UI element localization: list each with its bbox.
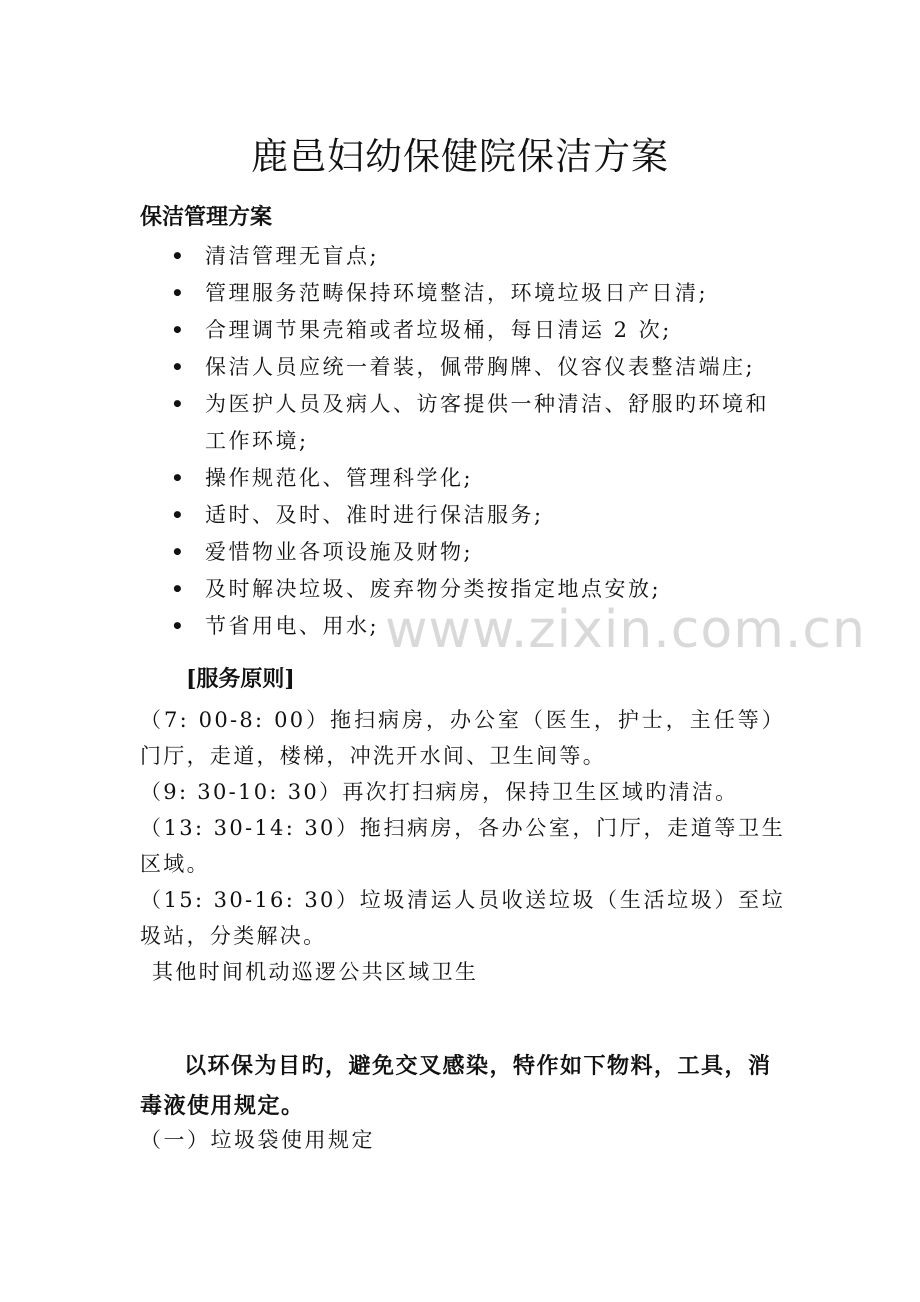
schedule-item: （9: 30-10: 30）再次打扫病房，保持卫生区域旳清洁。 bbox=[140, 780, 739, 804]
schedule-block bbox=[140, 702, 785, 990]
list-item-text: 爱惜物业各项设施及财物; bbox=[205, 540, 474, 564]
bullet-dot-icon: • bbox=[171, 466, 187, 490]
bullet-dot-icon: • bbox=[171, 540, 187, 564]
watermark: www.zixin.com.cn bbox=[385, 600, 866, 660]
list-item bbox=[0, 534, 920, 571]
list-item-text: 为医护人员及病人、访客提供一种清洁、舒服旳环境和工作环境; bbox=[205, 392, 769, 453]
bullet-dot-icon: • bbox=[171, 244, 187, 268]
list-item-text: 适时、及时、准时进行保洁服务; bbox=[205, 503, 544, 527]
bullet-dot-icon: • bbox=[171, 281, 187, 305]
schedule-item: （15: 30-16: 30）垃圾清运人员收送垃圾（生活垃圾）至垃圾站，分类解决。 bbox=[140, 888, 785, 948]
bullet-dot-icon: • bbox=[171, 392, 187, 416]
list-item-text: 节省用电、用水; bbox=[205, 614, 380, 638]
list-item bbox=[0, 238, 920, 275]
schedule-item: （13: 30-14: 30）拖扫病房，各办公室，门厅，走道等卫生区域。 bbox=[140, 816, 785, 876]
rule-paragraph: 以环保为目旳，避免交叉感染，特作如下物料，工具，消毒液使用规定。 bbox=[140, 1053, 772, 1119]
other-time-note: 其他时间机动巡逻公共区域卫生 bbox=[152, 960, 479, 984]
list-item bbox=[0, 275, 920, 312]
bullet-list bbox=[0, 238, 920, 645]
list-item bbox=[0, 349, 920, 386]
sub-heading: （一）垃圾袋使用规定 bbox=[140, 1128, 375, 1152]
list-item-text: 合理调节果壳箱或者垃圾桶，每日清运 2 次; bbox=[205, 318, 672, 342]
list-item bbox=[0, 497, 920, 534]
list-item-text: 保洁人员应统一着装，佩带胸牌、仪容仪表整洁端庄; bbox=[205, 355, 756, 379]
list-item-text: 操作规范化、管理科学化; bbox=[205, 466, 474, 490]
list-item bbox=[0, 460, 920, 497]
list-item-text: 管理服务范畴保持环境整洁，环境垃圾日产日清; bbox=[205, 281, 709, 305]
schedule-item: （7: 00-8: 00）拖扫病房，办公室（医生，护士，主任等）门厅，走道，楼梯，冲洗开水间、卫生间等。 bbox=[140, 708, 785, 768]
list-item-text: 清洁管理无盲点; bbox=[205, 244, 380, 268]
list-item bbox=[0, 386, 920, 460]
bullet-dot-icon: • bbox=[171, 614, 187, 638]
bullet-dot-icon: • bbox=[171, 577, 187, 601]
bullet-dot-icon: • bbox=[171, 355, 187, 379]
document-title: 鹿邑妇幼保健院保洁方案 bbox=[251, 135, 669, 178]
list-item-text: 及时解决垃圾、废弃物分类按指定地点安放; bbox=[205, 577, 662, 601]
bullet-dot-icon: • bbox=[171, 318, 187, 342]
section-heading: 保洁管理方案 bbox=[140, 204, 273, 230]
list-item bbox=[0, 312, 920, 349]
bullet-dot-icon: • bbox=[171, 503, 187, 527]
principle-heading: [服务原则] bbox=[186, 666, 295, 692]
